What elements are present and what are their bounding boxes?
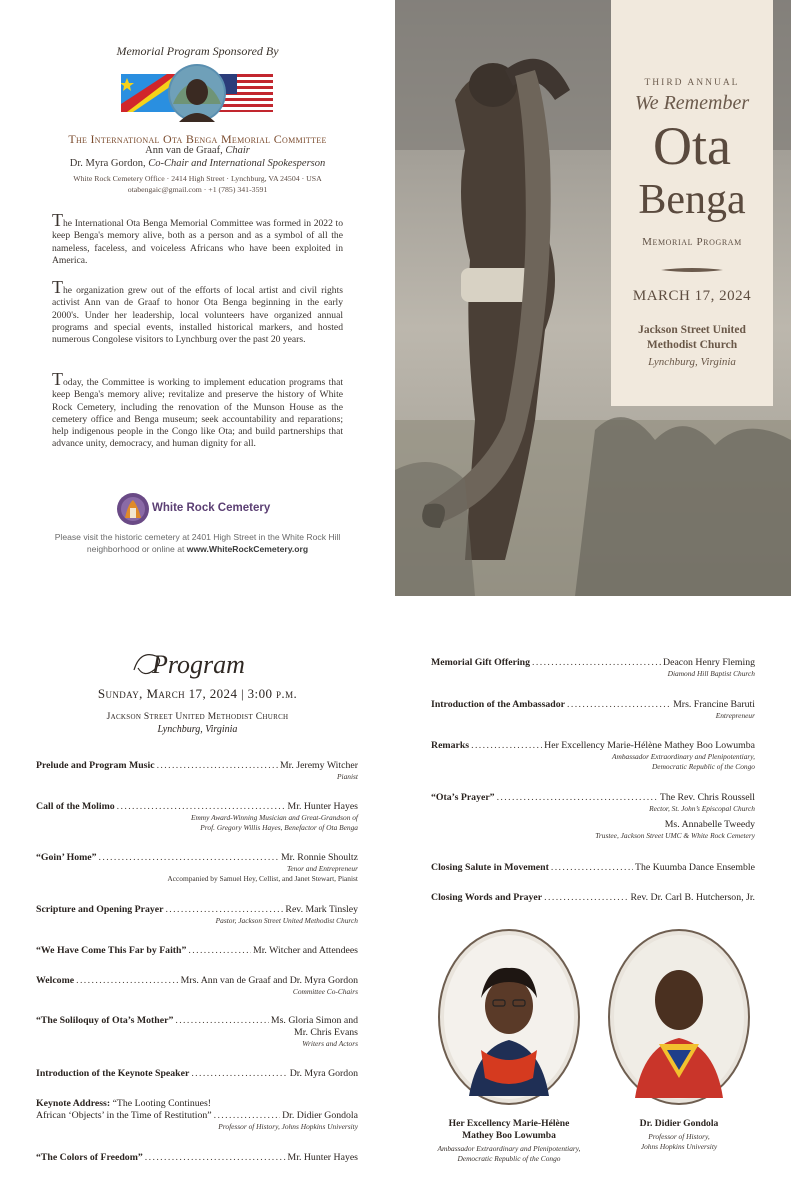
cochair-role: Co-Chair and International Spokesperson [148,158,326,169]
item-performer: Mrs. Ann van de Graaf and Dr. Myra Gordon [180,975,358,986]
program-venue: Jackson Street United Methodist Church [106,712,289,722]
item-subtitle: Writers and Actors [302,1039,358,1048]
item-subtitle: Entrepreneur [715,711,755,720]
item-title: “Ota’s Prayer” [431,792,495,803]
item-title: Introduction of the Ambassador [431,699,565,710]
item-performer-2: Mr. Chris Evans [294,1027,358,1038]
item-title: Closing Words and Prayer [431,892,543,903]
item-title: Scripture and Opening Prayer [36,904,164,915]
item-performer: Mr. Ronnie Shoultz [280,852,358,863]
item-performer: Dr. Didier Gondola [282,1110,358,1121]
cover-edition: THIRD ANNUAL [644,78,740,88]
item-performer: Rev. Mark Tinsley [285,904,358,915]
item-performer: Mr. Witcher and Attendees [253,945,358,956]
program-title [130,646,265,686]
item-title: Closing Salute in Movement [431,862,549,873]
item-title: African ‘Objects’ in the Time of Restitution” [36,1110,212,1121]
cover-city: Lynchburg, Virginia [648,356,736,368]
cover-tagline: We Remember [634,92,750,114]
item-title: Call of the Molimo [36,801,115,812]
item-title: “We Have Come This Far by Faith” [36,945,187,956]
ambassador-name-line-1: Her Excellency Marie-Hélène [448,1118,570,1129]
cover-venue-line-1: Jackson Street United [638,324,746,336]
item-subtitle: Trustee, Jackson Street UMC & White Rock Cemetery [595,831,755,840]
portrait-medallion-icon [168,64,226,122]
program-item [431,699,755,721]
cochair-line [0,158,395,169]
cover-date: MARCH 17, 2024 [632,288,752,304]
program-date: Sunday, March 17, 2024 | 3:00 p.m. [97,686,298,701]
speaker-role-line-2: Johns Hopkins University [640,1142,718,1151]
item-performer: Mr. Hunter Hayes [287,1152,358,1163]
item-performer: Mr. Hunter Hayes [287,801,358,812]
cemetery-website-link[interactable]: www.WhiteRockCemetery.org [186,544,309,554]
item-subtitle: Tenor and Entrepreneur [286,864,358,873]
ambassador-name-line-2: Mathey Boo Lowumba [462,1130,556,1141]
item-title: “The Soliloquy of Ota’s Mother” [36,1015,174,1026]
item-title: Remarks [431,740,470,751]
committee-paragraph-1: The International Ota Benga Memorial Committee was formed in 2022 to keep Benga's memory alive, both as a person and as a symbol of all the nameless, faceless, and voiceless Africans who have been exploited in America. [52,210,343,266]
sponsor-heading: Memorial Program Sponsored By [116,44,279,58]
item-performer-2: Ms. Annabelle Tweedy [664,819,755,830]
chair-role: Chair [225,145,250,156]
item-performer: The Rev. Chris Roussell [659,792,755,803]
item-subtitle: Pianist [337,772,358,781]
program-city: Lynchburg, Virginia [157,724,238,735]
item-performer: Deacon Henry Fleming [663,657,755,668]
flag-badge-image [121,64,273,122]
item-title: Memorial Gift Offering [431,657,531,668]
chair-name: Ann van de Graaf, [145,145,223,156]
program-item [36,945,358,957]
cover-name-last: Benga [638,177,746,223]
item-performer: Rev. Dr. Carl B. Hutcherson, Jr. [630,892,755,903]
contact-line: otabengaic@gmail.com · +1 (785) 341-3591 [127,185,268,194]
program-item [36,1068,358,1080]
item-subtitle: Democratic Republic of the Congo [651,762,755,771]
program-item [431,657,755,679]
item-subtitle: Prof. Gregory Willis Hayes, Benefactor of Ota Benga [200,823,358,832]
program-item [36,1098,358,1132]
ornament-divider-icon [661,266,723,274]
program-title-text: Program [152,650,245,679]
item-performer: Her Excellency Marie-Hélène Mathey Boo Lowumba [544,740,755,751]
item-title: “The Colors of Freedom” [36,1152,143,1163]
program-item [431,892,755,904]
keynote-speaker-portrait [607,928,751,1106]
cover-subtitle: Memorial Program [642,236,742,248]
item-subtitle: Diamond Hill Baptist Church [667,669,755,678]
item-accompaniment: Accompanied by Samuel Hey, Cellist, and Janet Stewart, Pianist [167,874,358,883]
item-title: Prelude and Program Music [36,760,155,771]
white-rock-cemetery-name: White Rock Cemetery [152,502,271,514]
program-item [36,975,358,997]
committee-paragraph-3: Today, the Committee is working to implement education programs that keep Benga's memory alive; revitalize and preserve the history of White Rock Cemetery, including the renovation of the Munson House as the cemetery office and Benga museum; seek accountability and reparations; help indigenous people in the Congo like Ota; and build partnerships that advance unity, democracy, and human dignity for all. [52,369,343,450]
committee-name: The International Ota Benga Memorial Committee [68,132,327,146]
program-item [36,904,358,926]
item-performer: Dr. Myra Gordon [289,1068,358,1079]
program-item [36,760,358,782]
ambassador-role-line-1: Ambassador Extraordinary and Plenipotentiary, [437,1144,581,1153]
program-item [431,792,755,841]
speaker-role-line-1: Professor of History, [648,1132,710,1141]
keynote-quote: “The Looting Continues! [112,1098,212,1109]
item-subtitle: Committee Co-Chairs [292,987,358,996]
ambassador-role-line-2: Democratic Republic of the Congo [457,1154,561,1163]
keynote-prefix: Keynote Address: [36,1098,111,1109]
cover-name-first: Ota [653,116,731,176]
committee-paragraph-2: The organization grew out of the efforts of local artist and civil rights activist Ann van de Graaf to honor Ota Benga beginning in the early 2000's. Under her leadership, local volunteers have organized annual programs and special events, installed historical markers, and hosted numerous Congolese visitors to Lynchburg over the past 20 years. [52,277,343,346]
item-performer: Ms. Gloria Simon and [270,1015,358,1026]
visit-text: Please visit the historic cemetery at 2401 High Street in the White Rock Hill neighborhood or online at [54,532,341,554]
item-subtitle: Pastor, Jackson Street United Methodist Church [215,916,358,925]
white-rock-cemetery-logo-icon [116,492,150,526]
item-subtitle: Rector, St. John’s Episcopal Church [649,804,755,813]
item-performer: Mrs. Francine Baruti [673,699,755,710]
item-subtitle: Professor of History, Johns Hopkins University [218,1122,358,1131]
item-title: Welcome [36,975,75,986]
item-performer: Mr. Jeremy Witcher [279,760,358,771]
program-item [36,1152,358,1164]
program-item [36,1015,358,1049]
item-title: “Goin’ Home” [36,852,97,863]
item-subtitle: Ambassador Extraordinary and Plenipotentiary, [611,752,755,761]
speaker-name: Dr. Didier Gondola [639,1118,719,1129]
cemetery-visit-text [40,531,355,555]
program-item [36,801,358,833]
program-item [36,852,358,884]
item-subtitle: Emmy Award-Winning Musician and Great-Grandson of [190,813,358,822]
item-performer: The Kuumba Dance Ensemble [635,862,755,873]
cochair-name: Dr. Myra Gordon, [69,158,146,169]
program-item [431,862,755,874]
address-line: White Rock Cemetery Office · 2414 High Street · Lynchburg, VA 24504 · USA [73,174,322,183]
ambassador-portrait [437,928,581,1106]
program-item [431,740,755,772]
chair-line [0,145,395,156]
item-title: Introduction of the Keynote Speaker [36,1068,190,1079]
cover-venue-line-2: Methodist Church [646,339,738,351]
